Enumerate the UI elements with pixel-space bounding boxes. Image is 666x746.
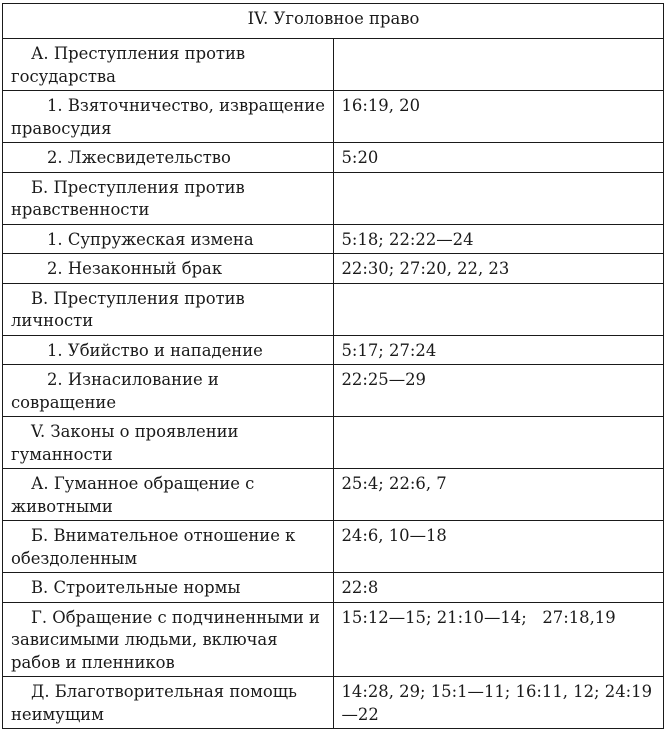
topic-cell: Б. Преступления против нравственности <box>3 172 334 224</box>
table-heading: IV. Уголовное право <box>3 4 664 39</box>
reference-cell: 25:4; 22:6, 7 <box>333 469 664 521</box>
topic-cell: В. Строительные нормы <box>3 573 334 603</box>
reference-cell: 5:17; 27:24 <box>333 335 664 365</box>
topic-cell: А. Гуманное обращение с животными <box>3 469 334 521</box>
topic-cell: В. Преступления против личности <box>3 283 334 335</box>
table-row <box>3 224 664 254</box>
heading-row <box>3 4 664 39</box>
table-row <box>3 254 664 284</box>
table-row <box>3 677 664 729</box>
reference-cell: 14:28, 29; 15:1—11; 16:11, 12; 24:19—22 <box>333 677 664 729</box>
table-row <box>3 365 664 417</box>
topic-cell: Д. Благотворительная помощь неимущим <box>3 677 334 729</box>
table-row <box>3 172 664 224</box>
topic-cell: 1. Убийство и нападение <box>3 335 334 365</box>
topic-cell: 1. Супружеская измена <box>3 224 334 254</box>
topic-cell: 2. Изнасилование и совращение <box>3 365 334 417</box>
table-row <box>3 91 664 143</box>
reference-cell: 5:18; 22:22—24 <box>333 224 664 254</box>
table-row <box>3 521 664 573</box>
topic-cell: Б. Внимательное отношение к обездоленным <box>3 521 334 573</box>
table-row <box>3 573 664 603</box>
reference-cell: 22:30; 27:20, 22, 23 <box>333 254 664 284</box>
topic-cell: 2. Незаконный брак <box>3 254 334 284</box>
table-row <box>3 335 664 365</box>
table-row <box>3 417 664 469</box>
reference-cell: 24:6, 10—18 <box>333 521 664 573</box>
reference-cell: 22:25—29 <box>333 365 664 417</box>
reference-cell: 22:8 <box>333 573 664 603</box>
law-table <box>2 3 664 729</box>
reference-cell <box>333 39 664 91</box>
table-row <box>3 143 664 173</box>
reference-cell: 16:19, 20 <box>333 91 664 143</box>
reference-cell: 15:12—15; 21:10—14; 27:18,19 <box>333 602 664 677</box>
reference-cell <box>333 172 664 224</box>
topic-cell: 2. Лжесвидетельство <box>3 143 334 173</box>
reference-cell <box>333 283 664 335</box>
reference-cell <box>333 417 664 469</box>
topic-cell: V. Законы о проявлении гуманности <box>3 417 334 469</box>
topic-cell: А. Преступления против государства <box>3 39 334 91</box>
topic-cell: 1. Взяточничество, извращение правосудия <box>3 91 334 143</box>
table-row <box>3 283 664 335</box>
topic-cell: Г. Обращение с подчиненными и зависимыми людьми, включая рабов и пленников <box>3 602 334 677</box>
table-row <box>3 602 664 677</box>
table-row <box>3 469 664 521</box>
reference-cell: 5:20 <box>333 143 664 173</box>
table-row <box>3 39 664 91</box>
